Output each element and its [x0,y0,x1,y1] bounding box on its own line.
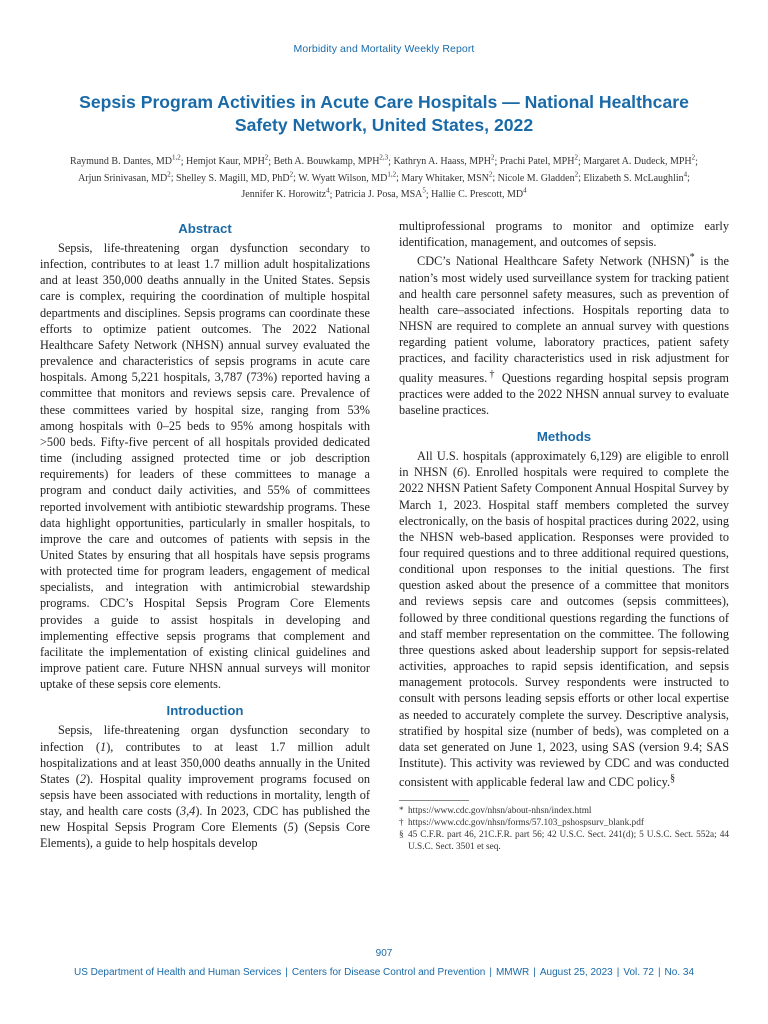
author-affiliation: 2 [167,170,171,179]
reference-link[interactable]: 1 [100,739,107,754]
title-line-2: Safety Network, United States, 2022 [234,115,534,135]
introduction-paragraph-1-continued: multiprofessional programs to monitor and optimize early identification, management, and outcomes of sepsis. [399,219,729,250]
right-column [399,218,729,853]
footnote-link[interactable]: https://www.cdc.gov/nhsn/forms/57.103_pshospsurv_blank.pdf [408,818,644,829]
author-name: W. Wyatt Wilson, MD$^{1,2}$ [298,170,397,184]
abstract-text: Sepsis, life-threatening organ dysfunction secondary to infection, contributes to at least 1.7 million adult hospitalizations and at least 350,000 deaths annually in the United States. Sepsis care is complex, requiring the coordination of multiple hospital departments and disciplines. Sepsis programs can coordinate these efforts to optimize patient outcomes. The 2022 National Healthcare Safety Network (NHSN) annual survey evaluated the prevalence and characteristics of sepsis programs in acute care hospitals. Among 5,221 hospitals, 3,787 (73%) reported having a committee that monitors and reviews sepsis care. Prevalence of these committees varied by hospital size, ranging from 53% among hospitals with 0–25 beds to 95% among hospitals with >500 beds. Fifty-five percent of all hospitals provided dedicated time (including assigned protected time or job description requirements) for leaders of these committees to manage a program and conduct daily activities, and 55% of committees reported involvement with antibiotic stewardship programs. These data highlight opportunities, particularly in smaller hospitals, to improve the care and outcomes of patients with sepsis in the United States by ensuring that all hospitals have sepsis programs with protected time for program leaders, engagement of medical specialists, and integration with antimicrobial stewardship programs. CDC’s Hospital Sepsis Program Core Elements provides a guide to assist hospitals in developing and implementing effective sepsis programs that complement and facilitate the implementation of existing clinical guidelines and improve patient care. Future NHSN annual surveys will monitor uptake of these sepsis core elements. [40,241,370,692]
footer-mmwr: MMWR [495,967,530,978]
page-footer: US Department of Health and Human Services | Centers for Disease Control and Prevention | MMWR | August 25, 2023 | Vol. 72 | No. 34 [73,967,695,978]
footnote: † https://www.cdc.gov/nhsn/forms/57.103_pshospsurv_blank.pdf [399,818,644,829]
author-affiliation: 4 [683,170,688,179]
author-affiliation: 4 [326,186,330,195]
page-number: 907 [375,948,393,959]
author-name: Hallie C. Prescott, $MD^4$ [431,186,527,200]
introduction-heading: Introduction [166,703,244,719]
author-name: Patricia J. Posa, MSA$^5$ [334,186,426,200]
footnotes [399,805,729,853]
reference-link[interactable]: 3,4 [179,804,196,819]
author-affiliation: 1,2 [387,170,397,179]
author-name: Kathryn A. Haass, MPH$^2$ [393,154,495,168]
footnote-mark[interactable]: § [670,773,676,785]
author-affiliation: 4 [523,186,527,195]
introduction-paragraph-2: CDC’s National Healthcare Safety Network (NHSN)* is the nation’s most widely used surveillance system for tracking patient and health care personnel safety measures, such as prevention of health care–associated infections. Hospitals reporting data to NHSN are required to complete an annual survey with questions regarding patient volume, laboratory practices, patient safety practices, and facility characteristics used in risk adjustment for quality measures.† Questions regarding hospital sepsis program practices were added to the 2022 NHSN annual survey to evaluate baseline practices. [399,252,729,417]
article-title [40,91,728,137]
author-affiliation: 1,2 [172,154,181,162]
author-name: Beth A. Bouwkamp, MPH$^{2,3}$ [273,154,389,168]
footer-issue: No. 34 [664,967,695,978]
footer-volume: Vol. 72 [623,967,654,978]
left-column [40,220,370,852]
footnote-link[interactable]: https://www.cdc.gov/nhsn/about-nhsn/index.html [408,806,592,817]
author-affiliation: 2 [264,154,269,162]
author-name: Shelley S. Magill, MD, PhD$^2$ [176,170,294,184]
author-name: Raymund B. Dantes, MD$^{1,2}$ [70,154,181,168]
author-name: Nicole M. Gladden$^2$ [497,170,579,184]
author-name: Arjun Srinivasan, $MD^2$ [78,170,171,184]
methods-paragraph: All U.S. hospitals (approximately 6,129) are eligible to enroll in NHSN (6). Enrolled hospitals were required to complete the 2022 NHSN Patient Safety Component Annual Hospital Survey by March 1, 2023. Hospital staff members completed the survey electronically, on the basis of hospital practices during 2022, using the NHSN web-based application. Responses were provided to four required questions and to three additional required questions, conditional upon responses to the initial questions. The first question asked about the presence of a committee that monitors and reviews sepsis care and outcomes (sepsis committees), followed by three conditional questions regarding the functions of and staff member representation on the committee. The following three questions asked about leadership support for sepsis-related activities, approaches to rapid sepsis identification, and sepsis management protocols. Survey respondents were instructed to consult with persons leading sepsis efforts or other local expertise as needed to accurately complete the survey. Descriptive analysis, stratified by hospital size (number of beds), was completed on a data set generated on June 1, 2023, using SAS (version 9.4; SAS Institute). This activity was reviewed by CDC and was conducted consistent with applicable federal law and CDC policy.§ [399,449,729,790]
author-affiliation: 2,3 [379,154,389,162]
author-affiliation: 2 [574,154,578,162]
author-affiliation: 2 [691,154,696,162]
author-affiliation: 2 [490,154,495,162]
footnote-mark[interactable]: † [487,368,497,380]
footnote-divider [399,800,469,801]
footer-date: August 25, 2023 [539,967,613,978]
methods-heading: Methods [536,429,592,445]
footer-centers: Centers for Disease Control and Prevention [291,967,486,978]
author-name: Mary Whitaker, MSN$^2$ [401,170,493,184]
author-name: Jennifer K. Horowitz$^4$ [241,186,330,200]
author-list: Raymund B. Dantes, MD$^{1,2}$; Hemjot Kaur, MPH$^2$; Beth A. Bouwkamp, MPH$^{2,3}$; Kathryn A. Haass, MPH$^2$; Prachi Patel, MPH$^2$; Margaret A. Dudeck, MPH$^2$; Arjun Srinivasan, $MD^2$; Shelley S. Magill, MD, PhD$^2$; W. Wyatt Wilson, MD$^{1,2}$; Mary Whitaker, MSN$^2$; Nicole M. Gladden$^2$; Elizabeth S. McLaughlin$^4$; Jennifer K. Horowitz$^4$; Patricia J. Posa, MSA$^5$; Hallie C. Prescott, $MD^4$ [70,154,698,200]
author-name: Elizabeth S. McLaughlin$^4$ [583,170,688,184]
footer-dept: US Department of Health and Human Services [73,967,282,978]
footnote: * https://www.cdc.gov/nhsn/about-nhsn/index.html [399,806,592,817]
abstract-heading: Abstract [178,221,232,236]
author-affiliation: 5 [422,186,426,195]
author-name: Prachi Patel, MPH$^2$ [499,154,578,168]
introduction-paragraph-1: Sepsis, life-threatening organ dysfunction secondary to infection (1), contributes to at least 1.7 million adult hospitalizations and at least 350,000 deaths annually in the United States (2). Hospital quality improvement programs focused on sepsis have been associated with reductions in mortality, length of stay, and health care costs (3,4). In 2023, CDC has published the new Hospital Sepsis Program Core Elements (5) (Sepsis Core Elements), a guide to help hospitals develop [40,723,371,851]
author-affiliation: 2 [488,170,493,179]
title-line-1: Sepsis Program Activities in Acute Care Hospitals — National Healthcare [79,92,689,112]
journal-name: Morbidity and Mortality Weekly Report [293,43,475,55]
reference-link[interactable]: 2 [79,771,87,786]
author-affiliation: 2 [289,170,294,179]
footnote: § 45 C.F.R. part 46, 21C.F.R. part 56; 42 U.S.C. Sect. 241(d); 5 U.S.C. Sect. 552a; 44 U.S.C. Sect. 3501 et seq. [399,830,729,853]
author-affiliation: 2 [574,170,579,179]
reference-link[interactable]: 5 [287,820,294,835]
reference-link[interactable]: 6 [457,465,464,480]
author-name: Margaret A. Dudeck, MPH$^2$ [583,154,696,168]
author-name: Hemjot Kaur, MPH$^2$ [186,154,269,168]
footnote-mark[interactable]: * [689,252,695,264]
